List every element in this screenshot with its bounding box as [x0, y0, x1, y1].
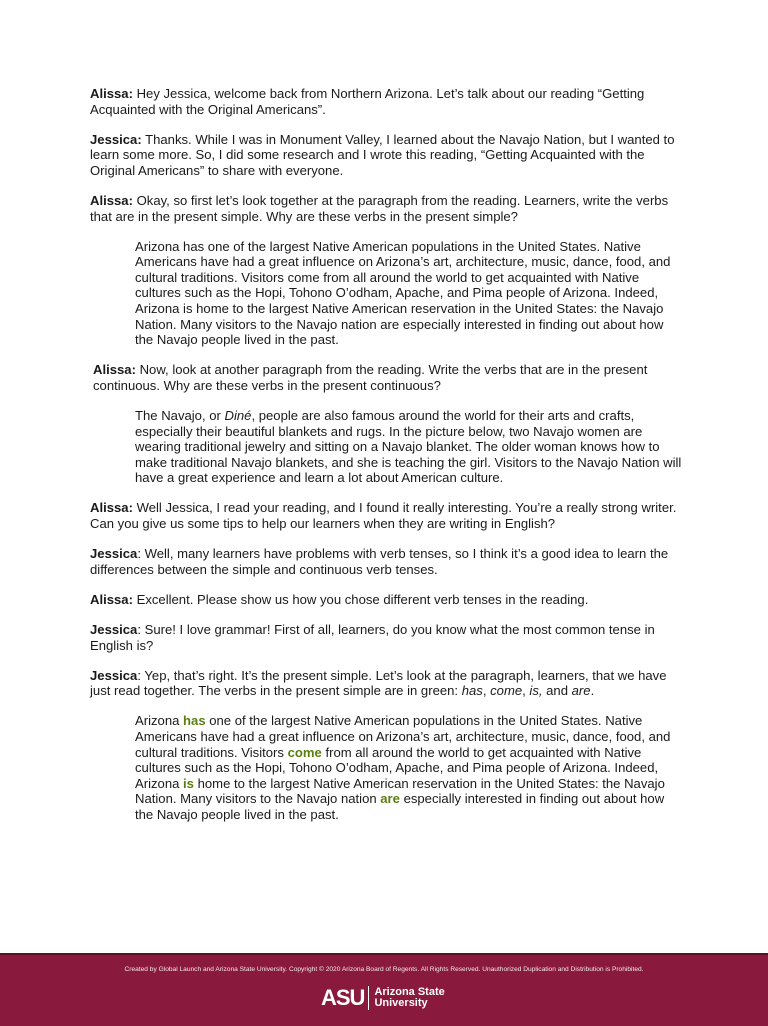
separator: and: [542, 683, 572, 699]
dialogue-paragraph-4: [93, 362, 682, 393]
verb-example: is,: [529, 683, 543, 699]
speaker-name: Alissa:: [90, 500, 133, 516]
reading-excerpt-1: Arizona has one of the largest Native American populations in the United States. Native Americans have had a great influence on Arizona’s art, architecture, music, dance, food, and cultural traditions. Visitors come from all around the world to get acquainted with Native cultures such as the Hopi, Tohono O’odham, Apache, and Pima people of Arizona. Indeed, Arizona is home to the largest Native American reservation in the United States: the Navajo Nation. Many visitors to the Navajo nation are especially interested in finding out about how the Navajo people lived in the past.: [135, 238, 671, 348]
university-name: [374, 987, 444, 1010]
excerpt-text: especially interested in finding out about how the Navajo people lived in the past.: [135, 791, 665, 822]
paragraph-text: : Well, many learners have problems with verb tenses, so I think it’s a good idea to learn the differences between the simple and continuous verb tenses.: [90, 546, 669, 577]
excerpt-text: home to the largest Native American reservation in the United States: the Navajo Nation. Many visitors to the Navajo nation: [135, 775, 665, 807]
paragraph-text: Thanks. While I was in Monument Valley, I learned about the Navajo Nation, but I wanted to learn some more. So, I did some research and I wrote this reading, “Getting Acquainted with the Original Americans” to share with everyone.: [90, 131, 675, 178]
highlighted-verb: is: [183, 775, 194, 791]
dialogue-paragraph-3: [90, 193, 682, 224]
highlighted-verb: has: [183, 713, 206, 729]
dialogue-paragraph-9: [90, 668, 682, 699]
reading-excerpt-3: [135, 713, 683, 822]
separator: ,: [482, 683, 491, 699]
asu-logo-mark: ASU: [321, 985, 365, 1010]
excerpt-text: one of the largest Native American populations in the United States. Native Americans have had a great influence on Arizona’s art, architecture, music, dance, food, and cultural traditions. Visitors: [135, 713, 671, 760]
excerpt-text: Arizona: [135, 713, 184, 729]
verb-example: are: [571, 683, 591, 699]
paragraph-text: Excellent. Please show us how you chose different verb tenses in the reading.: [132, 591, 589, 607]
paragraph-text: : Yep, that’s right. It’s the present simple. Let’s look at the paragraph, learners, that we have just read together. The verbs in the present simple are in green:: [90, 667, 667, 699]
dialogue-paragraph-7: [90, 592, 682, 608]
separator: ,: [522, 683, 530, 699]
speaker-name: Alissa:: [90, 192, 133, 208]
excerpt-text: , people are also famous around the world for their arts and crafts, especially their beautiful blankets and rugs. In the picture below, two Navajo women are wearing traditional jewelry and sitting on a Navajo blanket. The older woman knows how to make traditional Navajo blankets, and she is teaching the girl. Visitors to the Navajo Nation will have a great experience and learn a lot about American culture.: [135, 408, 682, 486]
dialogue-paragraph-6: [90, 546, 682, 577]
excerpt-text: from all around the world to get acquainted with Native cultures such as the Hopi, Tohono O’odham, Apache, and Pima people of Arizona. Indeed, Arizona: [135, 744, 659, 791]
reading-excerpt-2: [135, 408, 683, 486]
copyright-notice: Created by Global Launch and Arizona State University. Copyright © 2020 Arizona Board of Regents. All Rights Reserved. Unauthorized Duplication and Distribution is Prohibited.: [124, 966, 644, 973]
excerpt-text: The Navajo, or: [135, 408, 225, 423]
dialogue-paragraph-5: [90, 500, 682, 531]
dialogue-paragraph-8: [90, 622, 682, 653]
paragraph-text: Hey Jessica, welcome back from Northern Arizona. Let’s talk about our reading “Getting Acquainted with the Original Americans”.: [90, 86, 645, 117]
highlighted-verb: come: [287, 744, 322, 760]
university-name-line-2: University: [374, 997, 428, 1009]
paragraph-text: Now, look at another paragraph from the reading. Write the verbs that are in the present continuous. Why are these verbs in the present continuous?: [93, 362, 648, 393]
verb-example: has: [461, 683, 483, 699]
footer-band: [0, 953, 768, 1026]
document-body: [90, 86, 682, 837]
speaker-name: Jessica: [90, 667, 138, 683]
speaker-name: Jessica: [90, 621, 138, 637]
speaker-name: Alissa:: [93, 362, 136, 378]
highlighted-verb: are: [380, 791, 400, 807]
verb-example: come: [490, 683, 523, 699]
excerpt-italic-word: Diné: [224, 408, 252, 423]
university-name-line-1: Arizona State: [374, 985, 445, 998]
speaker-name: Alissa:: [90, 86, 133, 101]
asu-logo: [321, 983, 451, 1013]
speaker-name: Jessica:: [90, 131, 142, 147]
speaker-name: Alissa:: [90, 591, 133, 607]
speaker-name: Jessica: [90, 546, 138, 562]
dialogue-paragraph-2: [90, 132, 682, 179]
paragraph-text: : Sure! I love grammar! First of all, learners, do you know what the most common tense in English is?: [90, 621, 655, 653]
paragraph-text: Well Jessica, I read your reading, and I found it really interesting. You’re a really strong writer. Can you give us some tips to help our learners when they are writing in English?: [90, 500, 677, 532]
dialogue-paragraph-1: [90, 86, 682, 117]
paragraph-text: Okay, so first let’s look together at the paragraph from the reading. Learners, write the verbs that are in the present simple. Why are these verbs in the present simple?: [90, 192, 669, 224]
separator: .: [590, 683, 595, 699]
logo-divider: [368, 986, 369, 1010]
